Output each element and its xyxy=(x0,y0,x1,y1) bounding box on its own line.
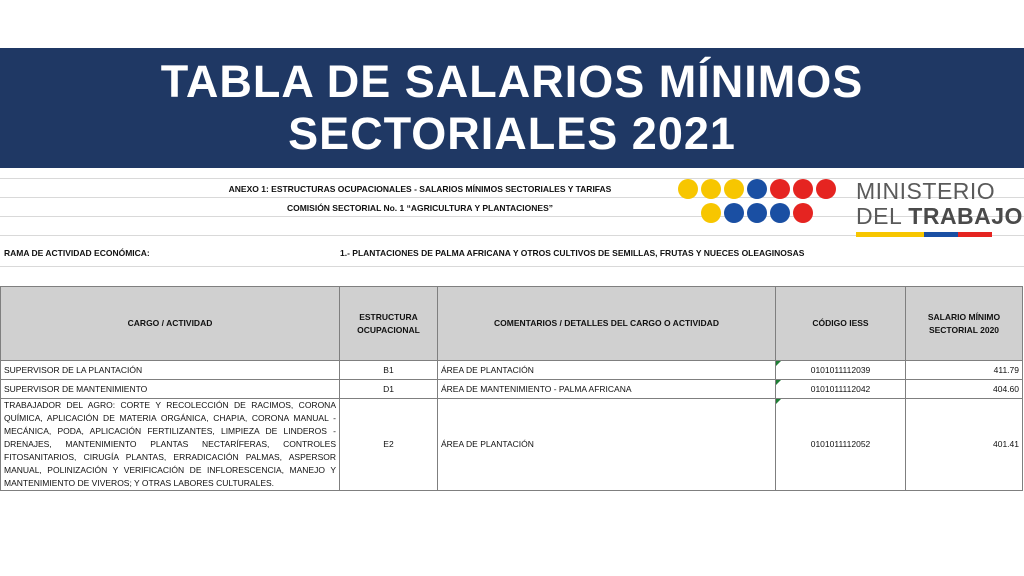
logo-text-del-trabajo: DEL TRABAJO xyxy=(856,203,1023,229)
cell-codigo[interactable]: 0101011112042 xyxy=(776,380,906,399)
logo-dots-icon xyxy=(678,179,848,229)
cell-comentarios[interactable]: ÁREA DE PLANTACIÓN xyxy=(438,399,776,491)
logo-flag-bar xyxy=(856,232,992,237)
cell-note-marker-icon xyxy=(776,399,781,404)
logo-text-ministerio: MINISTERIO xyxy=(856,178,996,204)
header-salario: SALARIO MÍNIMO SECTORIAL 2020 xyxy=(906,287,1023,361)
salary-table xyxy=(0,286,1023,491)
cell-estructura[interactable]: B1 xyxy=(340,361,438,380)
header-codigo: CÓDIGO IESS xyxy=(776,287,906,361)
cell-estructura[interactable]: E2 xyxy=(340,399,438,491)
header-estructura: ESTRUCTURA OCUPACIONAL xyxy=(340,287,438,361)
banner-title-line-2: SECTORIALES 2021 xyxy=(288,108,736,159)
cell-note-marker-icon xyxy=(776,380,781,385)
annex-title: ANEXO 1: ESTRUCTURAS OCUPACIONALES - SALARIOS MÍNIMOS SECTORIALES Y TARIFAS xyxy=(228,184,612,194)
cell-cargo[interactable]: SUPERVISOR DE LA PLANTACIÓN xyxy=(1,361,340,380)
grid-line xyxy=(0,266,1024,267)
cell-estructura[interactable]: D1 xyxy=(340,380,438,399)
spreadsheet-area xyxy=(0,170,1024,576)
title-banner xyxy=(0,48,1024,168)
banner-title-line-1: TABLA DE SALARIOS MÍNIMOS xyxy=(160,56,864,107)
cell-salario[interactable]: 411.79 xyxy=(906,361,1023,380)
cell-salario[interactable]: 404.60 xyxy=(906,380,1023,399)
rama-label: RAMA DE ACTIVIDAD ECONÓMICA: xyxy=(4,248,150,258)
cell-cargo[interactable]: SUPERVISOR DE MANTENIMIENTO xyxy=(1,380,340,399)
cell-comentarios[interactable]: ÁREA DE PLANTACIÓN xyxy=(438,361,776,380)
cell-cargo[interactable]: TRABAJADOR DEL AGRO: CORTE Y RECOLECCIÓN DE RACIMOS, CORONA QUÍMICA, APLICACIÓN DE MATERIA ORGÁNICA, CHAPIA, CORONA MANUAL - MECÁNICA, PODA, APLICACIÓN FERTILIZANTES, LIMPIEZA DE LINDEROS - DRENAJES, MANTENIMIENTO PLANTAS NECTARÍFERAS, CONTROLES FITOSANITARIOS, CIRUGÍA PLANTAS, ERRADICACIÓN PALMAS, ASPERSOR MANUAL, POLINIZACIÓN Y VERIFICACIÓN DE INFLORESCENCIA, MANEJO Y MANTENIMIENTO DE VIVEROS; Y OTRAS LABORES CULTURALES. xyxy=(1,399,340,491)
header-cargo: CARGO / ACTIVIDAD xyxy=(1,287,340,361)
cell-codigo[interactable]: 0101011112052 xyxy=(776,399,906,491)
cell-comentarios[interactable]: ÁREA DE MANTENIMIENTO - PALMA AFRICANA xyxy=(438,380,776,399)
table-header-row xyxy=(1,287,1023,361)
table-row xyxy=(1,361,1023,380)
ministerio-logo xyxy=(678,176,1024,240)
rama-value: 1.- PLANTACIONES DE PALMA AFRICANA Y OTROS CULTIVOS DE SEMILLAS, FRUTAS Y NUECES OLEAGINOSAS xyxy=(340,248,805,258)
commission-title: COMISIÓN SECTORIAL No. 1 “AGRICULTURA Y PLANTACIONES” xyxy=(286,203,554,213)
table-row xyxy=(1,380,1023,399)
table-row xyxy=(1,399,1023,491)
header-comentarios: COMENTARIOS / DETALLES DEL CARGO O ACTIVIDAD xyxy=(438,287,776,361)
cell-codigo[interactable]: 0101011112039 xyxy=(776,361,906,380)
cell-note-marker-icon xyxy=(776,361,781,366)
cell-salario[interactable]: 401.41 xyxy=(906,399,1023,491)
